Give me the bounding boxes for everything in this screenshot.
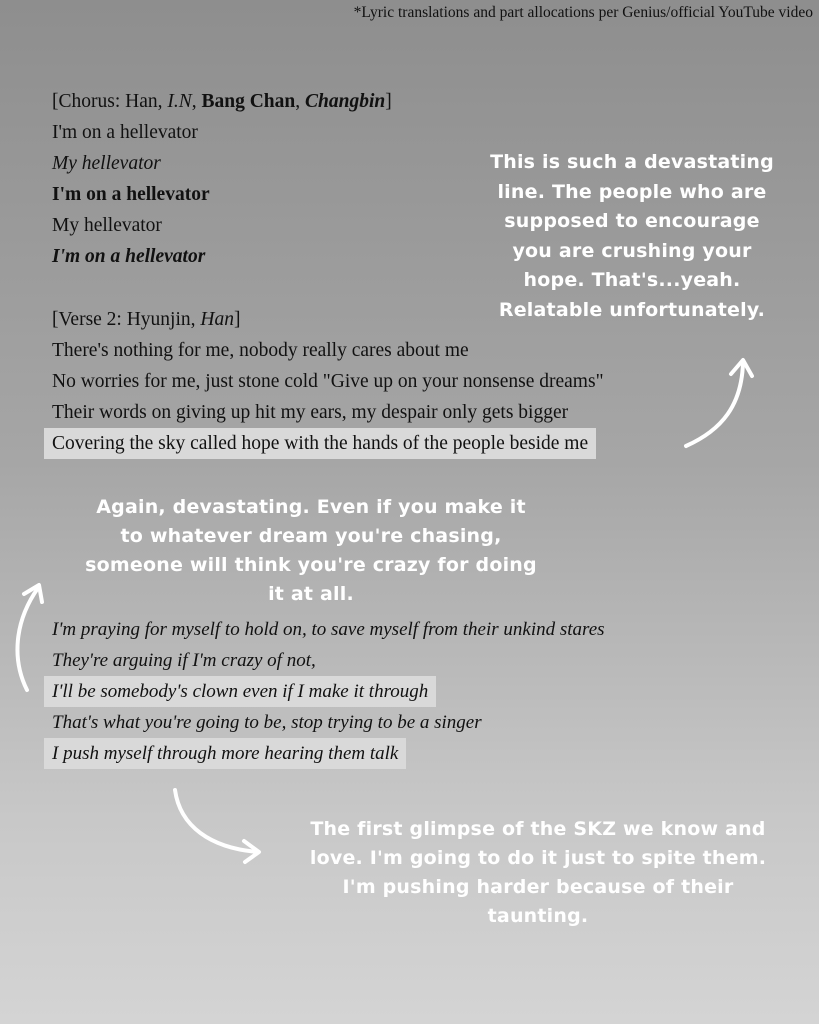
chorus-header-open: [Chorus: Han, [52, 91, 168, 112]
verse2-line-1: There's nothing for me, nobody really cares about me [52, 340, 469, 361]
chorus-header-sep2: , [295, 91, 305, 112]
annotation-clown-line: someone will think you're crazy for doing [85, 554, 537, 576]
chorus-line-3: I'm on a hellevator [52, 184, 210, 205]
chorus-header-in: I.N [167, 91, 192, 112]
chorus-header-sep1: , [191, 91, 202, 112]
verse2b-line-1: I'm praying for myself to hold on, to save myself from their unkind stares [52, 619, 605, 640]
verse2-line-4-highlighted: Covering the sky called hope with the hands of the people beside me [44, 428, 596, 459]
chorus-line-2: My hellevator [52, 153, 161, 174]
verse2-line-2: No worries for me, just stone cold "Give up on your nonsense dreams" [52, 371, 604, 392]
annotation-hope-line: This is such a devastating [490, 151, 774, 173]
annotation-hope-line: Relatable unfortunately. [498, 298, 766, 321]
arrow-up-left-icon [17, 588, 38, 690]
annotation-spite-line: love. I'm going to do it just to spite them. [309, 847, 767, 869]
verse2-line-3: Their words on giving up hit my ears, my despair only gets bigger [52, 402, 569, 423]
chorus-line-5: I'm on a hellevator [52, 246, 206, 267]
chorus-header-bangchan: Bang Chan [201, 91, 296, 112]
annotation-spite-line: I'm pushing harder because of their [342, 876, 734, 898]
verse2b-line-4: That's what you're going to be, stop trying to be a singer [52, 712, 482, 733]
verse2-header-open: [Verse 2: Hyunjin, [52, 309, 201, 330]
verse2-header-han: Han [200, 309, 234, 330]
arrow-up-right-icon [686, 362, 743, 446]
annotation-clown-line: to whatever dream you're chasing, [120, 525, 502, 547]
annotation-clown-line: Again, devastating. Even if you make it [96, 496, 526, 518]
annotation-spite-line: The first glimpse of the SKZ we know and [310, 818, 766, 840]
verse2b-line-3-highlighted: I'll be somebody's clown even if I make it through [44, 676, 436, 707]
source-credit: *Lyric translations and part allocations per Genius/official YouTube video [353, 4, 813, 21]
annotation-spite-line: taunting. [487, 905, 589, 927]
chorus-header-changbin: Changbin [305, 91, 386, 112]
annotation-hope-line: line. The people who are [497, 180, 767, 203]
annotation-clown-line: it at all. [268, 583, 354, 605]
chorus-header-close: ] [385, 91, 392, 112]
chorus-line-1: I'm on a hellevator [52, 122, 198, 143]
verse2b-line-2: They're arguing if I'm crazy of not, [52, 650, 316, 671]
verse2b-line-5-highlighted: I push myself through more hearing them talk [44, 738, 406, 769]
verse2-header-close: ] [234, 309, 241, 330]
annotation-hope-line: you are crushing your [512, 239, 752, 262]
annotation-hope-line: hope. That's...yeah. [523, 269, 741, 291]
chorus-line-4: My hellevator [52, 215, 162, 236]
annotation-hope-line: supposed to encourage [504, 210, 760, 232]
